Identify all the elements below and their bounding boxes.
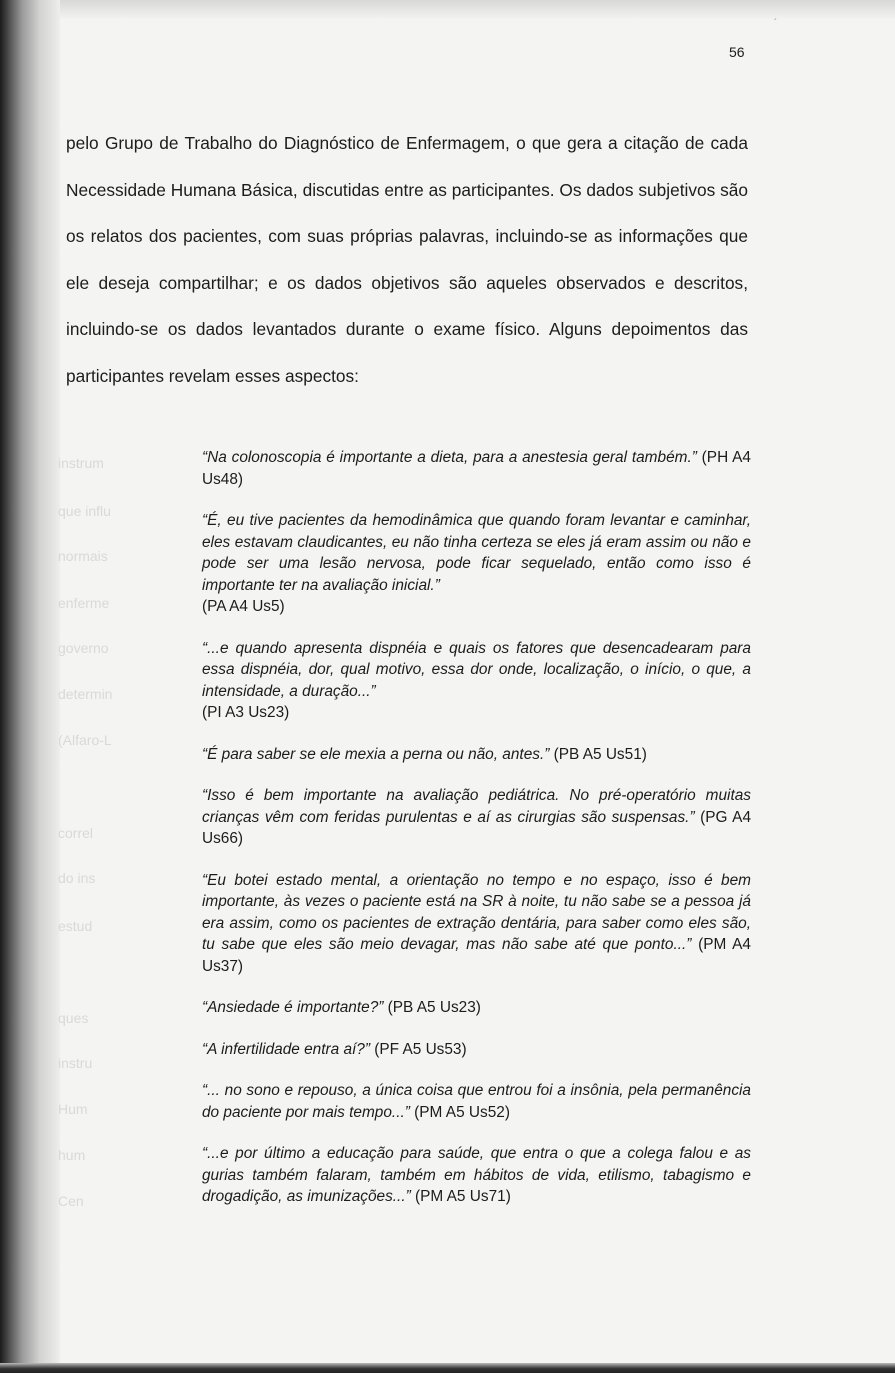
page-number: 56 — [729, 44, 745, 60]
show-through-text: (Alfaro-L — [58, 732, 112, 748]
quote-text: “É para saber se ele mexia a perna ou não, antes.” — [202, 745, 550, 763]
quote-reference: (PH A4 Us48) — [202, 449, 751, 488]
quote-reference: (PF A5 Us53) — [369, 1040, 467, 1058]
quote-reference: (PB A5 Us51) — [549, 745, 647, 763]
quote — [202, 744, 751, 766]
quote-text: “É, eu tive pacientes da hemodinâmica que quando foram levantar e caminhar, eles estavam claudicantes, eu não tinha certeza se eles já eram assim ou não e pode ser uma lesão nervosa, pode ficar sequelado, então como isso é importante ter na avaliação inicial.” — [202, 512, 751, 594]
show-through-text: hum — [58, 1147, 86, 1163]
quote-reference: (PB A5 Us23) — [383, 999, 481, 1016]
quote — [202, 510, 751, 618]
quote-reference: (PG A4 Us66) — [202, 808, 752, 847]
quote — [202, 638, 751, 724]
show-through-text: do ins — [58, 870, 96, 886]
show-through-text: determin — [58, 686, 113, 702]
quote-reference: (PM A5 Us71) — [410, 1188, 511, 1205]
corner-mark: ´ — [774, 18, 778, 29]
quote-text: “...e quando apresenta dispnéia e quais os fatores que desencadearam para essa dispnéia, dor, qual motivo, essa dor onde, localização, o início, o que, a intensidade, a duração...” — [202, 639, 751, 700]
top-shadow — [60, 0, 895, 20]
quote-reference: (PI A3 Us23) — [202, 704, 290, 721]
show-through-text: Hum — [58, 1101, 88, 1117]
quote — [202, 870, 751, 978]
quote-text: “A infertilidade entra aí?” — [202, 1040, 370, 1058]
show-through-text: instrum — [58, 455, 104, 471]
show-through-text: Cen — [58, 1193, 84, 1209]
show-through-text: enferme — [58, 595, 110, 611]
show-through-text: estud — [58, 918, 93, 934]
show-through-text: ques — [58, 1010, 89, 1026]
quote-text: “...e por último a educação para saúde, que entra o que a colega falou e as gurias também falaram, também em hábitos de vida, etilismo, tabagismo e drogadição, as imunizações...” — [202, 1145, 751, 1205]
quote — [202, 997, 751, 1019]
quote — [202, 447, 751, 490]
quote-text: “... no sono e repouso, a única coisa que entrou foi a insônia, pela permanência do paciente por mais tempo...” — [202, 1082, 751, 1121]
quote-text: “Eu botei estado mental, a orientação no tempo e no espaço, isso é bem importante, às vezes o paciente está na SR à noite, tu não sabe se a pessoa já era assim, como os pacientes de extração dentária, para saber como eles são, tu sabe que eles são meio devagar, mas não sabe até que ponto...” — [202, 871, 751, 953]
show-through-text: instru — [58, 1055, 93, 1071]
quotes-block — [202, 447, 751, 1228]
show-through-text: que influ — [58, 503, 111, 519]
show-through-text: correl — [58, 825, 94, 841]
quote-reference: (PM A5 Us52) — [409, 1103, 510, 1121]
scan-bottom-edge — [0, 1363, 895, 1373]
quote — [202, 1039, 751, 1061]
quote-reference: (PA A4 Us5) — [202, 598, 285, 615]
quote-text: “Isso é bem importante na avaliação pediátrica. No pré-operatório muitas crianças vêm com feridas purulentas e aí as cirurgias são suspensas.” — [202, 787, 751, 826]
quote-reference: (PM A4 Us37) — [202, 936, 751, 975]
quote — [202, 1080, 751, 1123]
show-through-text: governo — [58, 640, 109, 656]
quote-text: “Na colonoscopia é importante a dieta, para a anestesia geral também.” — [202, 449, 697, 466]
show-through-text: normais — [58, 548, 108, 564]
quote-text: “Ansiedade é importante?” — [202, 999, 384, 1016]
quote — [202, 1143, 751, 1208]
book-gutter-shadow — [0, 0, 60, 1373]
body-paragraph: pelo Grupo de Trabalho do Diagnóstico de Enfermagem, o que gera a citação de cada Necessidade Humana Básica, discutidas entre as participantes. Os dados subjetivos são os relatos dos pacientes, com suas próprias palavras, incluindo-se as informações que ele deseja compartilhar; e os dados objetivos são aqueles observados e descritos, incluindo-se os dados levantados durante o exame físico. Alguns depoimentos das participantes revelam esses aspectos: — [66, 133, 748, 386]
quote — [202, 785, 751, 850]
